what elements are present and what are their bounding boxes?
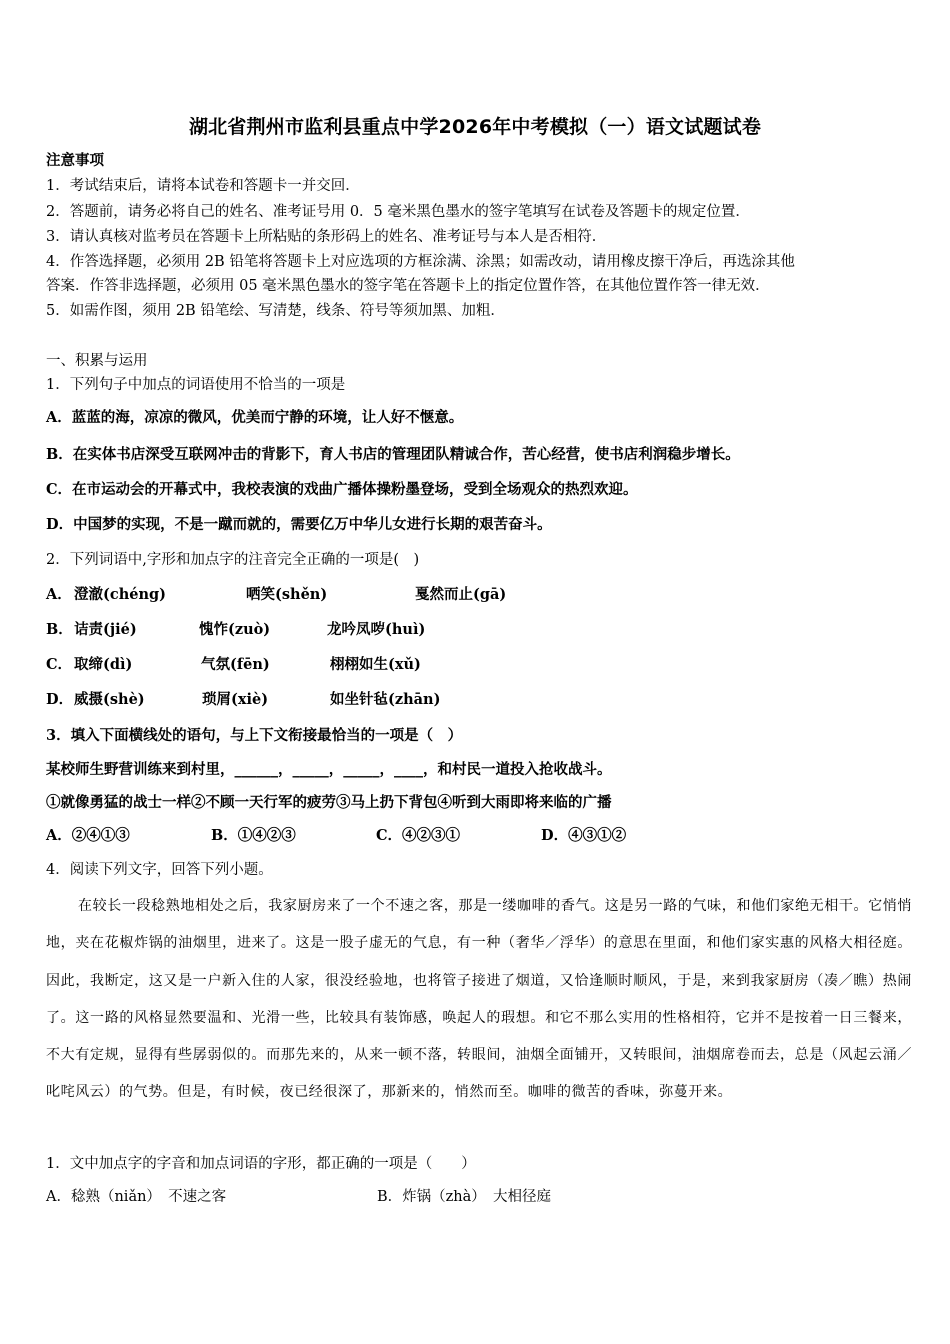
q2-cell: 愧怍(zuò) bbox=[199, 621, 271, 638]
q3-option-c: C．④②③① bbox=[376, 827, 461, 844]
q1-stem: 1．下列句子中加点的词语使用不恰当的一项是 bbox=[46, 377, 346, 393]
q2-option-label: A． bbox=[46, 586, 72, 603]
notice-item: 2．答题前，请务必将自己的姓名、准考证号用 0．5 毫米黑色墨水的签字笔填写在试卷及答题卡的规定位置． bbox=[46, 204, 750, 220]
q3-option-d: D．④③①② bbox=[541, 827, 627, 844]
notice-item: 4．作答选择题，必须用 2B 铅笔将答题卡上对应选项的方框涂满、涂黑；如需改动，请用橡皮擦干净后，再选涂其他 bbox=[46, 254, 795, 270]
q2-cell: 哂笑(shěn) bbox=[246, 586, 328, 603]
q4-sub1-option-b: B．炸锅（zhà） 大相径庭 bbox=[377, 1189, 552, 1205]
q2-option-label: B． bbox=[46, 621, 73, 638]
q1-option-b: B．在实体书店深受互联网冲击的背影下，育人书店的管理团队精诚合作，苦心经营，使书店利润稳步增长。 bbox=[46, 446, 740, 463]
q4-sub1-option-a: A．稔熟（niǎn） 不速之客 bbox=[46, 1189, 227, 1205]
notice-item: 5．如需作图，须用 2B 铅笔绘、写清楚，线条、符号等须加黑、加粗． bbox=[46, 303, 505, 319]
q2-cell: 琐屑(xiè) bbox=[202, 691, 269, 708]
q2-cell: 戛然而止(gā) bbox=[415, 586, 507, 603]
q1-option-d: D．中国梦的实现，不是一蹴而就的，需要亿万中华儿女进行长期的艰苦奋斗。 bbox=[46, 516, 552, 533]
q3-stem: 3．填入下面横线处的语句，与上下文衔接最恰当的一项是（ ） bbox=[46, 727, 463, 744]
q4-stem: 4．阅读下列文字，回答下列小题。 bbox=[46, 862, 273, 878]
q2-cell: 栩栩如生(xǔ) bbox=[330, 656, 421, 673]
q3-sentence-choices: ①就像勇猛的战士一样②不顾一天行军的疲劳③马上扔下背包④听到大雨即将来临的广播 bbox=[46, 794, 612, 811]
q3-option-b: B．①④②③ bbox=[211, 827, 296, 844]
page-title: 湖北省荆州市监利县重点中学2026年中考模拟（一）语文试题试卷 bbox=[188, 116, 762, 138]
notice-item: 3．请认真核对监考员在答题卡上所粘贴的条形码上的姓名、准考证号与本人是否相符． bbox=[46, 229, 607, 245]
q2-cell: 龙吟凤哕(huì) bbox=[327, 621, 426, 638]
reading-passage: 在较长一段稔熟地相处之后，我家厨房来了一个不速之客，那是一缕咖啡的香气。这是另一路的气味，和他们家绝无相干。它悄悄地，夹在花椒炸锅的油烟里，进来了。这是一股子虚无的气息，有一种（奢华／浮华）的意思在里面，和他们家实惠的风格大相径庭。因此，我断定，这又是一户新入住的人家，很没经验地，也将管子接进了烟道，又恰逢顺时顺风，于是，来到我家厨房（凑／瞧）热闹了。这一路的风格显然要温和、光滑一些，比较具有装饰感，唤起人的瑕想。和它不那么实用的性格相符，它并不是按着一日三餐来，不大有定规，显得有些孱弱似的。而那先来的，从来一顿不落，转眼间，油烟全面铺开，又转眼间，油烟席卷而去，总是（风起云涌／叱咤风云）的气势。但是，有时候，夜已经很深了，那新来的，悄然而至。咖啡的微苦的香味，弥蔓开来。 bbox=[46, 898, 912, 1101]
q2-option-label: C． bbox=[46, 656, 73, 673]
q2-cell: 取缔(dì) bbox=[74, 656, 133, 673]
q2-cell: 澄澈(chéng) bbox=[74, 586, 166, 603]
q2-cell: 如坐针毡(zhān) bbox=[330, 691, 441, 708]
notice-heading: 注意事项 bbox=[46, 152, 104, 169]
q2-option-label: D． bbox=[46, 691, 74, 708]
notice-item: 答案．作答非选择题，必须用 05 毫米黑色墨水的签字笔在答题卡上的指定位置作答，在其他位置作答一律无效． bbox=[46, 278, 770, 294]
q2-cell: 气氛(fēn) bbox=[201, 656, 270, 673]
q1-option-c: C．在市运动会的开幕式中，我校表演的戏曲广播体操粉墨登场，受到全场观众的热烈欢迎。 bbox=[46, 481, 638, 498]
q2-cell: 威摄(shè) bbox=[74, 691, 145, 708]
q4-sub1-stem: 1．文中加点字的字音和加点词语的字形，都正确的一项是（ ） bbox=[46, 1156, 476, 1172]
q1-option-a: A．蓝蓝的海，凉凉的微风，优美而宁静的环境，让人好不惬意。 bbox=[46, 409, 464, 426]
section-heading: 一、积累与运用 bbox=[46, 353, 148, 369]
q3-option-a: A．②④①③ bbox=[46, 827, 130, 844]
q2-cell: 诘责(jié) bbox=[74, 621, 137, 638]
notice-item: 1．考试结束后，请将本试卷和答题卡一并交回． bbox=[46, 178, 360, 194]
q3-context: 某校师生野营训练来到村里，______，_____，_____，____，和村民一道投入抢收战斗。 bbox=[46, 761, 612, 778]
q2-stem: 2．下列词语中,字形和加点字的注音完全正确的一项是( ) bbox=[46, 552, 420, 568]
